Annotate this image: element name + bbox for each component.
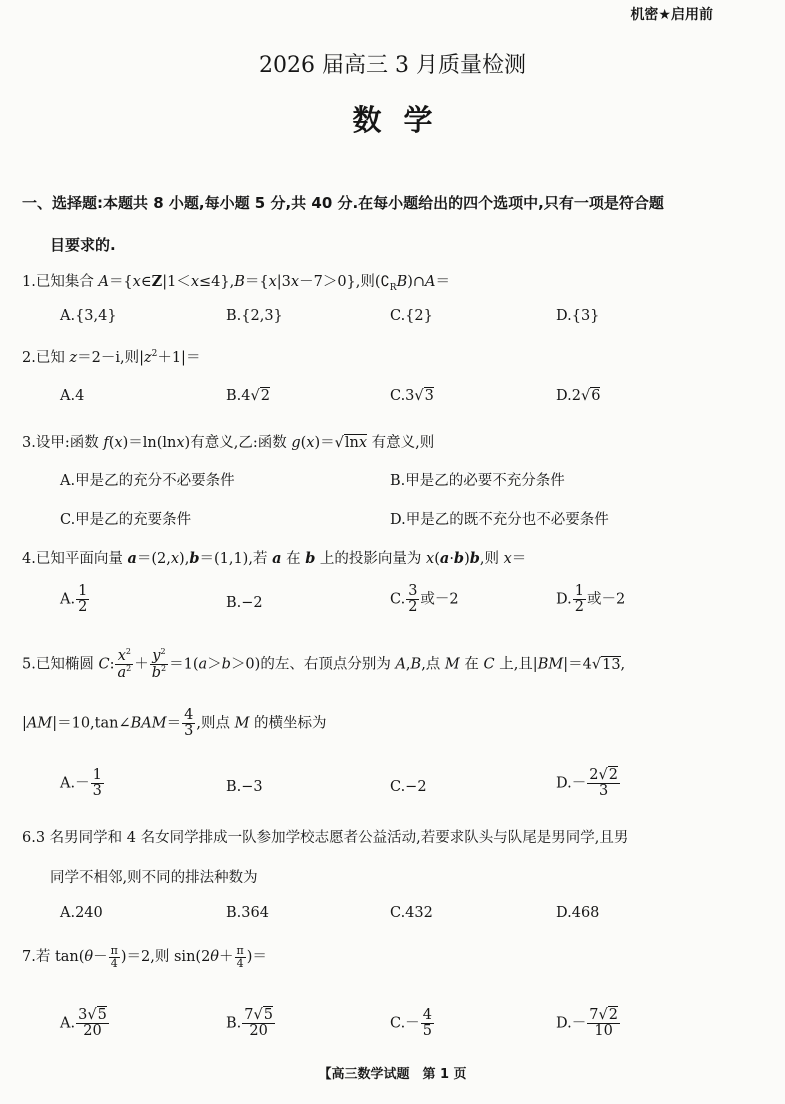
q5-option-d: D.－ $\frac{2√2}{3}$ — [556, 767, 618, 800]
q6-stem-line2: 同学不相邻,则不同的排法种数为 — [50, 870, 258, 886]
q5-option-a: A.－ $\frac{1}{3}$ — [60, 767, 102, 800]
q6-option-a: A.240 — [60, 905, 103, 921]
q7-option-b: B. $\frac{7√5}{20}$ — [226, 1007, 273, 1040]
q3-option-a: A.甲是乙的充分不必要条件 — [60, 473, 235, 489]
q4-option-c: C. $\frac{3}{2}$ 或－2 — [390, 583, 459, 616]
confidential-mark: 机密★启用前 — [630, 7, 713, 23]
q3-option-b: B.甲是乙的必要不充分条件 — [390, 473, 565, 489]
q4-option-b: B.−2 — [226, 595, 263, 611]
q4-option-d: D. $\frac{1}{2}$ 或－2 — [556, 583, 626, 616]
q6-stem-line1: 6.3 名男同学和 4 名女同学排成一队参加学校志愿者公益活动,若要求队头与队尾是男同学,且男 — [22, 830, 629, 846]
q4-stem: 4.已知平面向量 a＝(2,x),b＝(1,1),若 a 在 b 上的投影向量为 x(a·b)b,则 x＝ — [22, 550, 527, 567]
q2-option-b: B.4√2 — [226, 388, 270, 404]
q3-stem: 3.设甲:函数 f(x)＝ln(lnx)有意义,乙:函数 g(x)＝√lnx 有意义,则 — [22, 435, 435, 451]
q2-option-c: C.3√3 — [390, 388, 434, 404]
q7-option-c: C.－ $\frac{4}{5}$ — [390, 1007, 432, 1040]
q2-option-d: D.2√6 — [556, 388, 601, 404]
section-heading-line1: 一、选择题:本题共 8 小题,每小题 5 分,共 40 分.在每小题给出的四个选项中,只有一项是符合题 — [22, 194, 664, 212]
q7-option-a: A. $\frac{3√5}{20}$ — [60, 1007, 107, 1040]
q1-option-a: A.{3,4} — [60, 308, 117, 324]
q2-stem: 2.已知 z＝2－i,则$|z^2+1|=$ — [22, 349, 201, 366]
q5-option-c: C.−2 — [390, 779, 427, 795]
q6-option-c: C.432 — [390, 905, 433, 921]
q5-stem-line2: |AM|＝10,tan∠BAM＝ $\frac{4}{3}$ ,则点 M 的横坐标为 — [22, 707, 327, 740]
subject-title: 数学 — [352, 103, 455, 137]
exam-title: 2026 届高三 3 月质量检测 — [259, 53, 526, 78]
q3-option-c: C.甲是乙的充要条件 — [60, 512, 192, 528]
q1-stem: 1.已知集合 A＝{x∈Z|1＜x≤4},B＝{x|3x－7＞0},则$(∁_RB)\cap A=$ — [22, 273, 451, 293]
section-heading-line2: 目要求的. — [50, 236, 116, 254]
page-footer: 【高三数学试题 第 1 页 — [318, 1067, 467, 1082]
q6-option-d: D.468 — [556, 905, 600, 921]
q5-option-b: B.−3 — [226, 779, 263, 795]
q7-option-d: D.－ $\frac{7√2}{10}$ — [556, 1007, 618, 1040]
q2-option-a: A.4 — [60, 388, 85, 404]
q7-stem: 7.若 tan(θ－ $\frac{\pi}{4}$ )＝2,则 sin(2θ＋ $\frac{\pi}{4}$ )＝ — [22, 944, 267, 970]
q3-option-d: D.甲是乙的既不充分也不必要条件 — [390, 512, 609, 528]
q5-stem-line1: 5.已知椭圆 C: $\frac{x^2}{a^2}$ ＋ $\frac{y^2}{b^2}$ ＝1(a＞b＞0)的左、右顶点分别为 A,B,点 M 在 C 上,且|BM|＝4√13, — [22, 647, 626, 681]
q1-option-d: D.{3} — [556, 308, 600, 324]
q4-option-a: A. $\frac{1}{2}$ — [60, 583, 88, 616]
q1-option-c: C.{2} — [390, 308, 433, 324]
q1-option-b: B.{2,3} — [226, 308, 283, 324]
q6-option-b: B.364 — [226, 905, 269, 921]
